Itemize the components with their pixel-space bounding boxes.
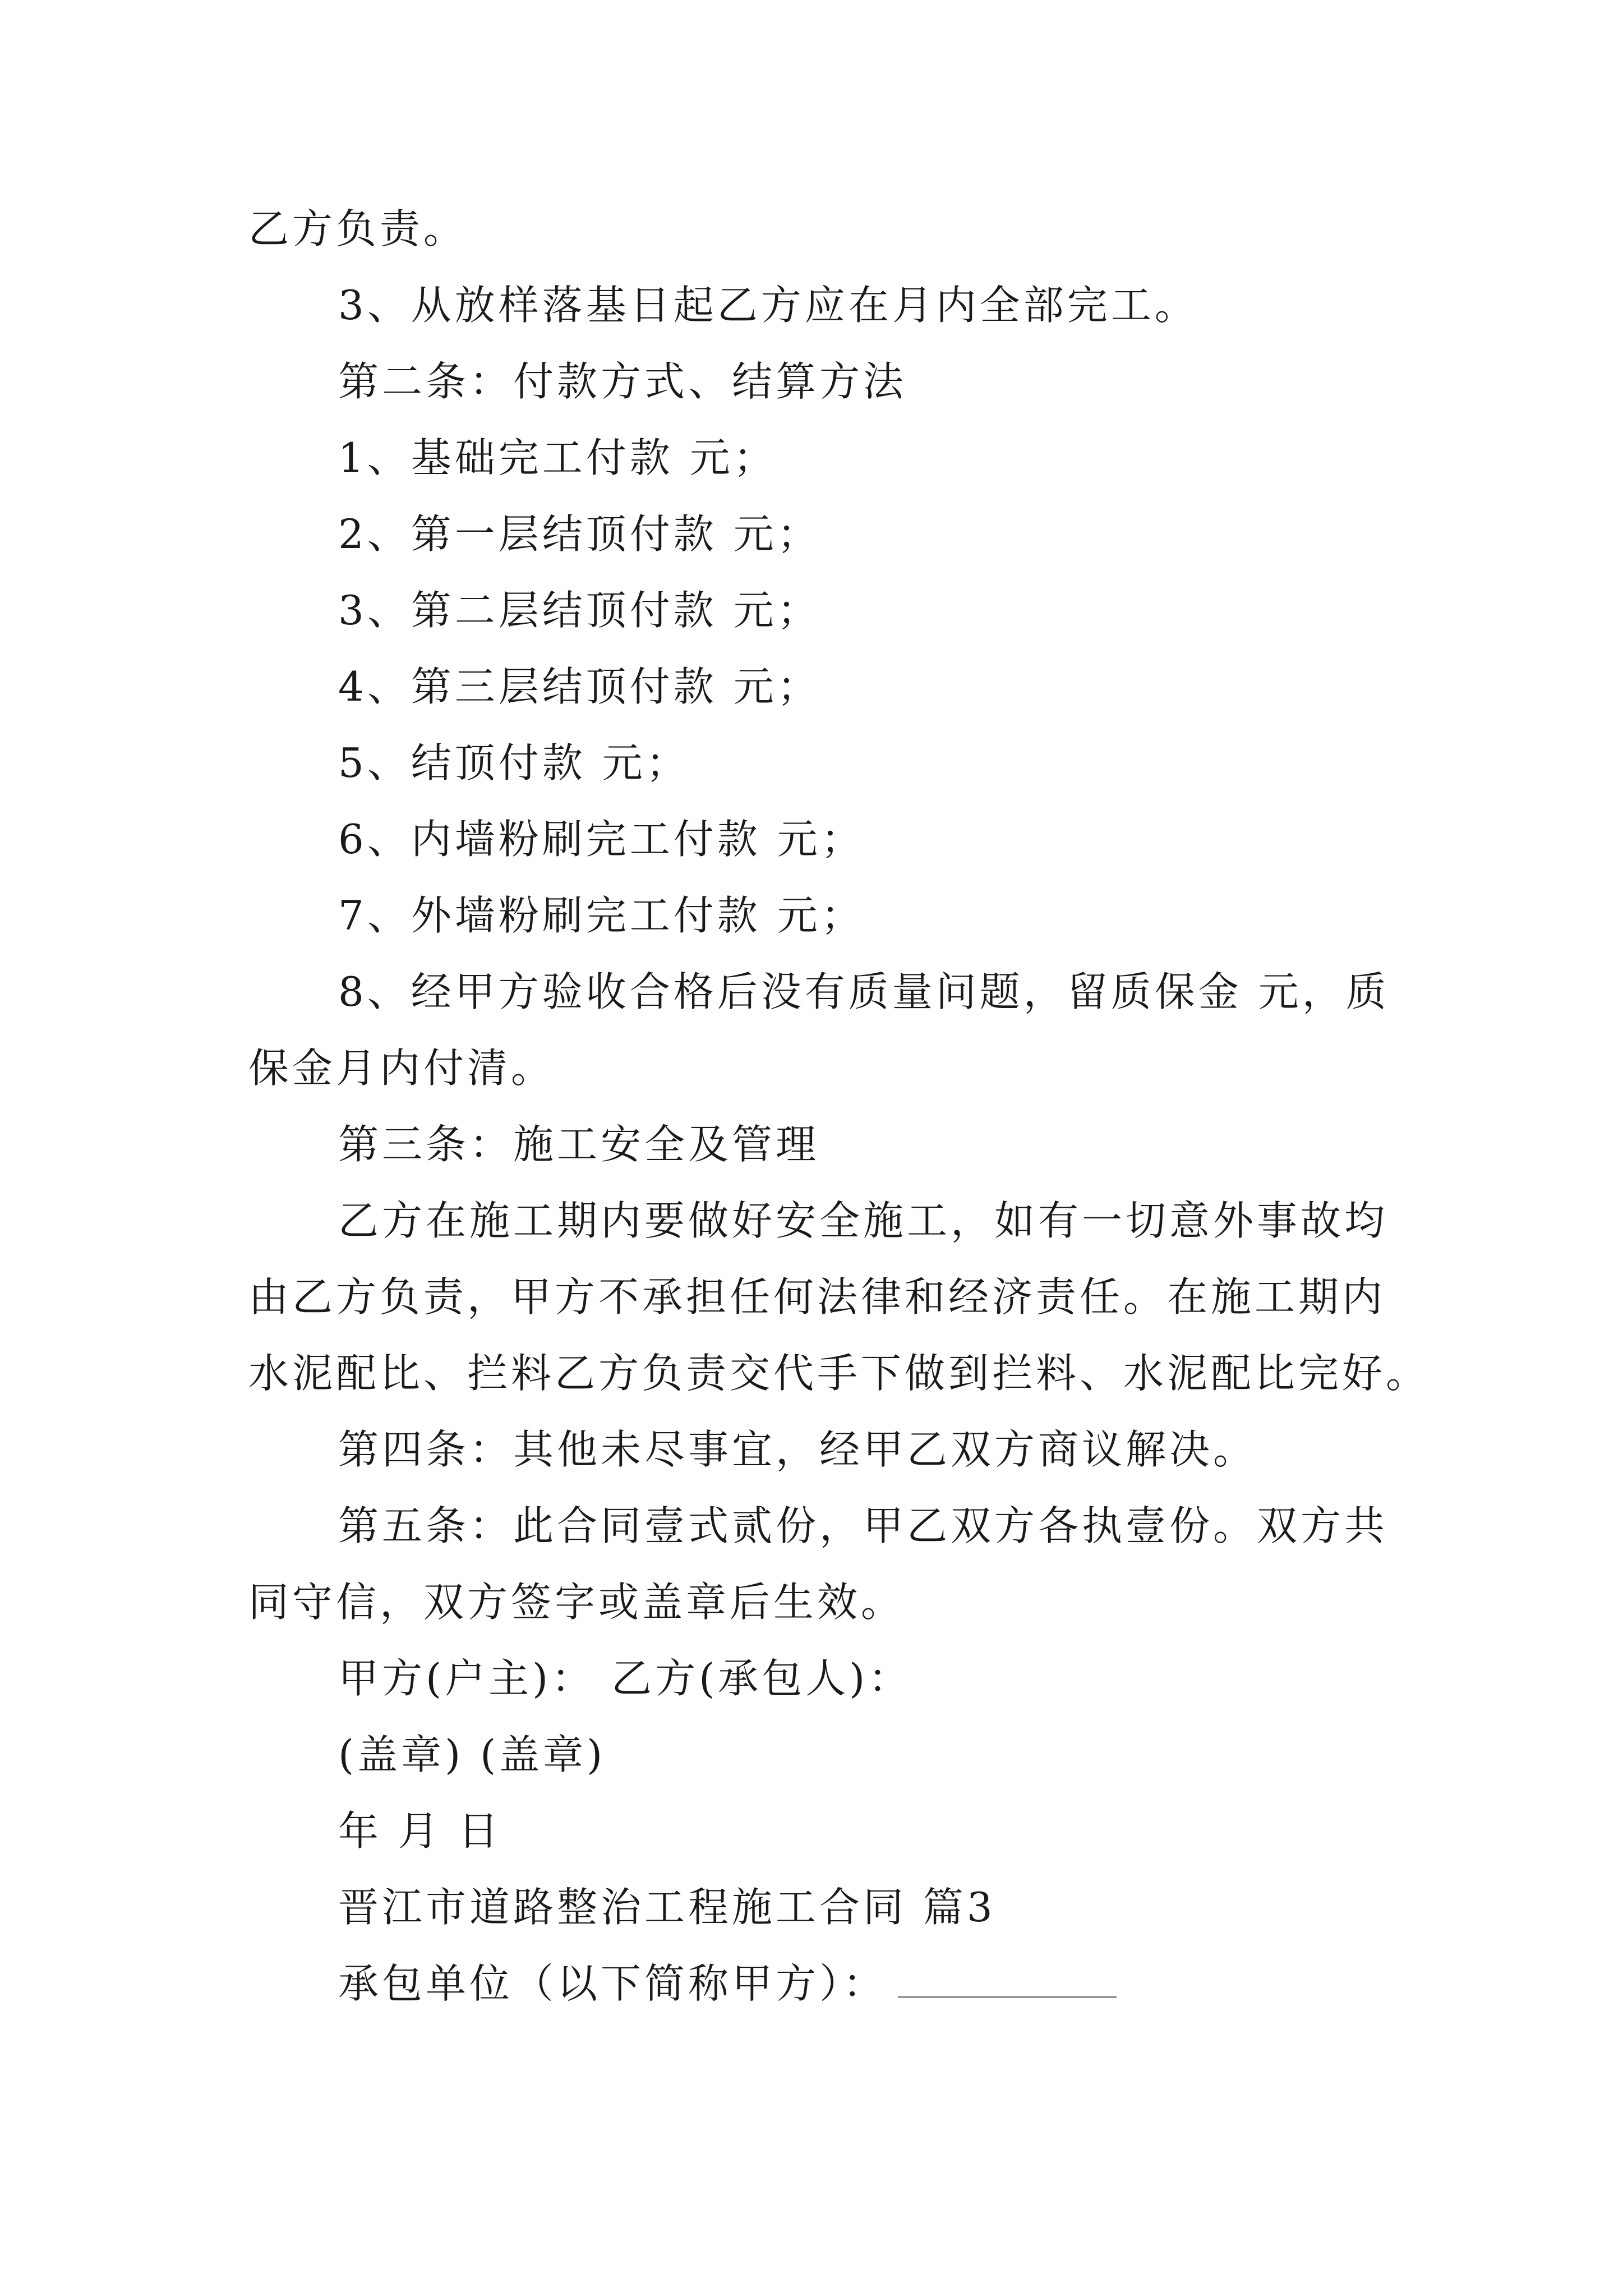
signature-stamps: (盖章) (盖章): [338, 1731, 606, 1778]
contractor-line: [248, 1945, 1376, 2022]
text-line: 3、从放样落基日起乙方应在月内全部完工。: [338, 282, 1198, 329]
text-line: 由乙方负责，甲方不承担任何法律和经济责任。在施工期内: [248, 1273, 1386, 1320]
signature-date: 年 月 日: [338, 1807, 502, 1855]
text-line: 乙方负责。: [248, 205, 468, 252]
text-line: 保金月内付清。: [248, 1045, 555, 1092]
text-line: 7、外墙粉刷完工付款 元；: [338, 892, 865, 939]
contract-title: 晋江市道路整治工程施工合同 篇3: [338, 1884, 996, 1931]
document-page: [248, 191, 1430, 2022]
text-line: 第五条：此合同壹式贰份，甲乙双方各执壹份。双方共: [338, 1502, 1389, 1549]
text-line: 2、第一层结顶付款 元；: [338, 510, 821, 558]
signature-parties: 甲方(户主)： 乙方(承包人)：: [338, 1655, 912, 1702]
text-line: 6、内墙粉刷完工付款 元；: [338, 816, 865, 863]
contractor-label: 承包单位（以下简称甲方）：: [338, 1960, 887, 2007]
text-line: 乙方在施工期内要做好安全施工，如有一切意外事故均: [338, 1197, 1389, 1244]
text-line: 3、第二层结顶付款 元；: [338, 587, 821, 634]
text-line: 5、结顶付款 元；: [338, 739, 690, 786]
fill-in-blank: [898, 1963, 1117, 1998]
text-line: 8、经甲方验收合格后没有质量问题，留质保金 元，质: [338, 968, 1390, 1015]
text-line: 4、第三层结顶付款 元；: [338, 663, 821, 710]
text-line: 同守信，双方签字或盖章后生效。: [248, 1579, 905, 1626]
text-line: 水泥配比、拦料乙方负责交代手下做到拦料、水泥配比完好。: [248, 1350, 1430, 1397]
section-heading: 第二条：付款方式、结算方法: [338, 358, 907, 405]
section-heading: 第三条：施工安全及管理: [338, 1121, 820, 1168]
text-line: 1、基础完工付款 元；: [338, 434, 777, 481]
section-heading: 第四条：其他未尽事宜，经甲乙双方商议解决。: [338, 1426, 1257, 1473]
